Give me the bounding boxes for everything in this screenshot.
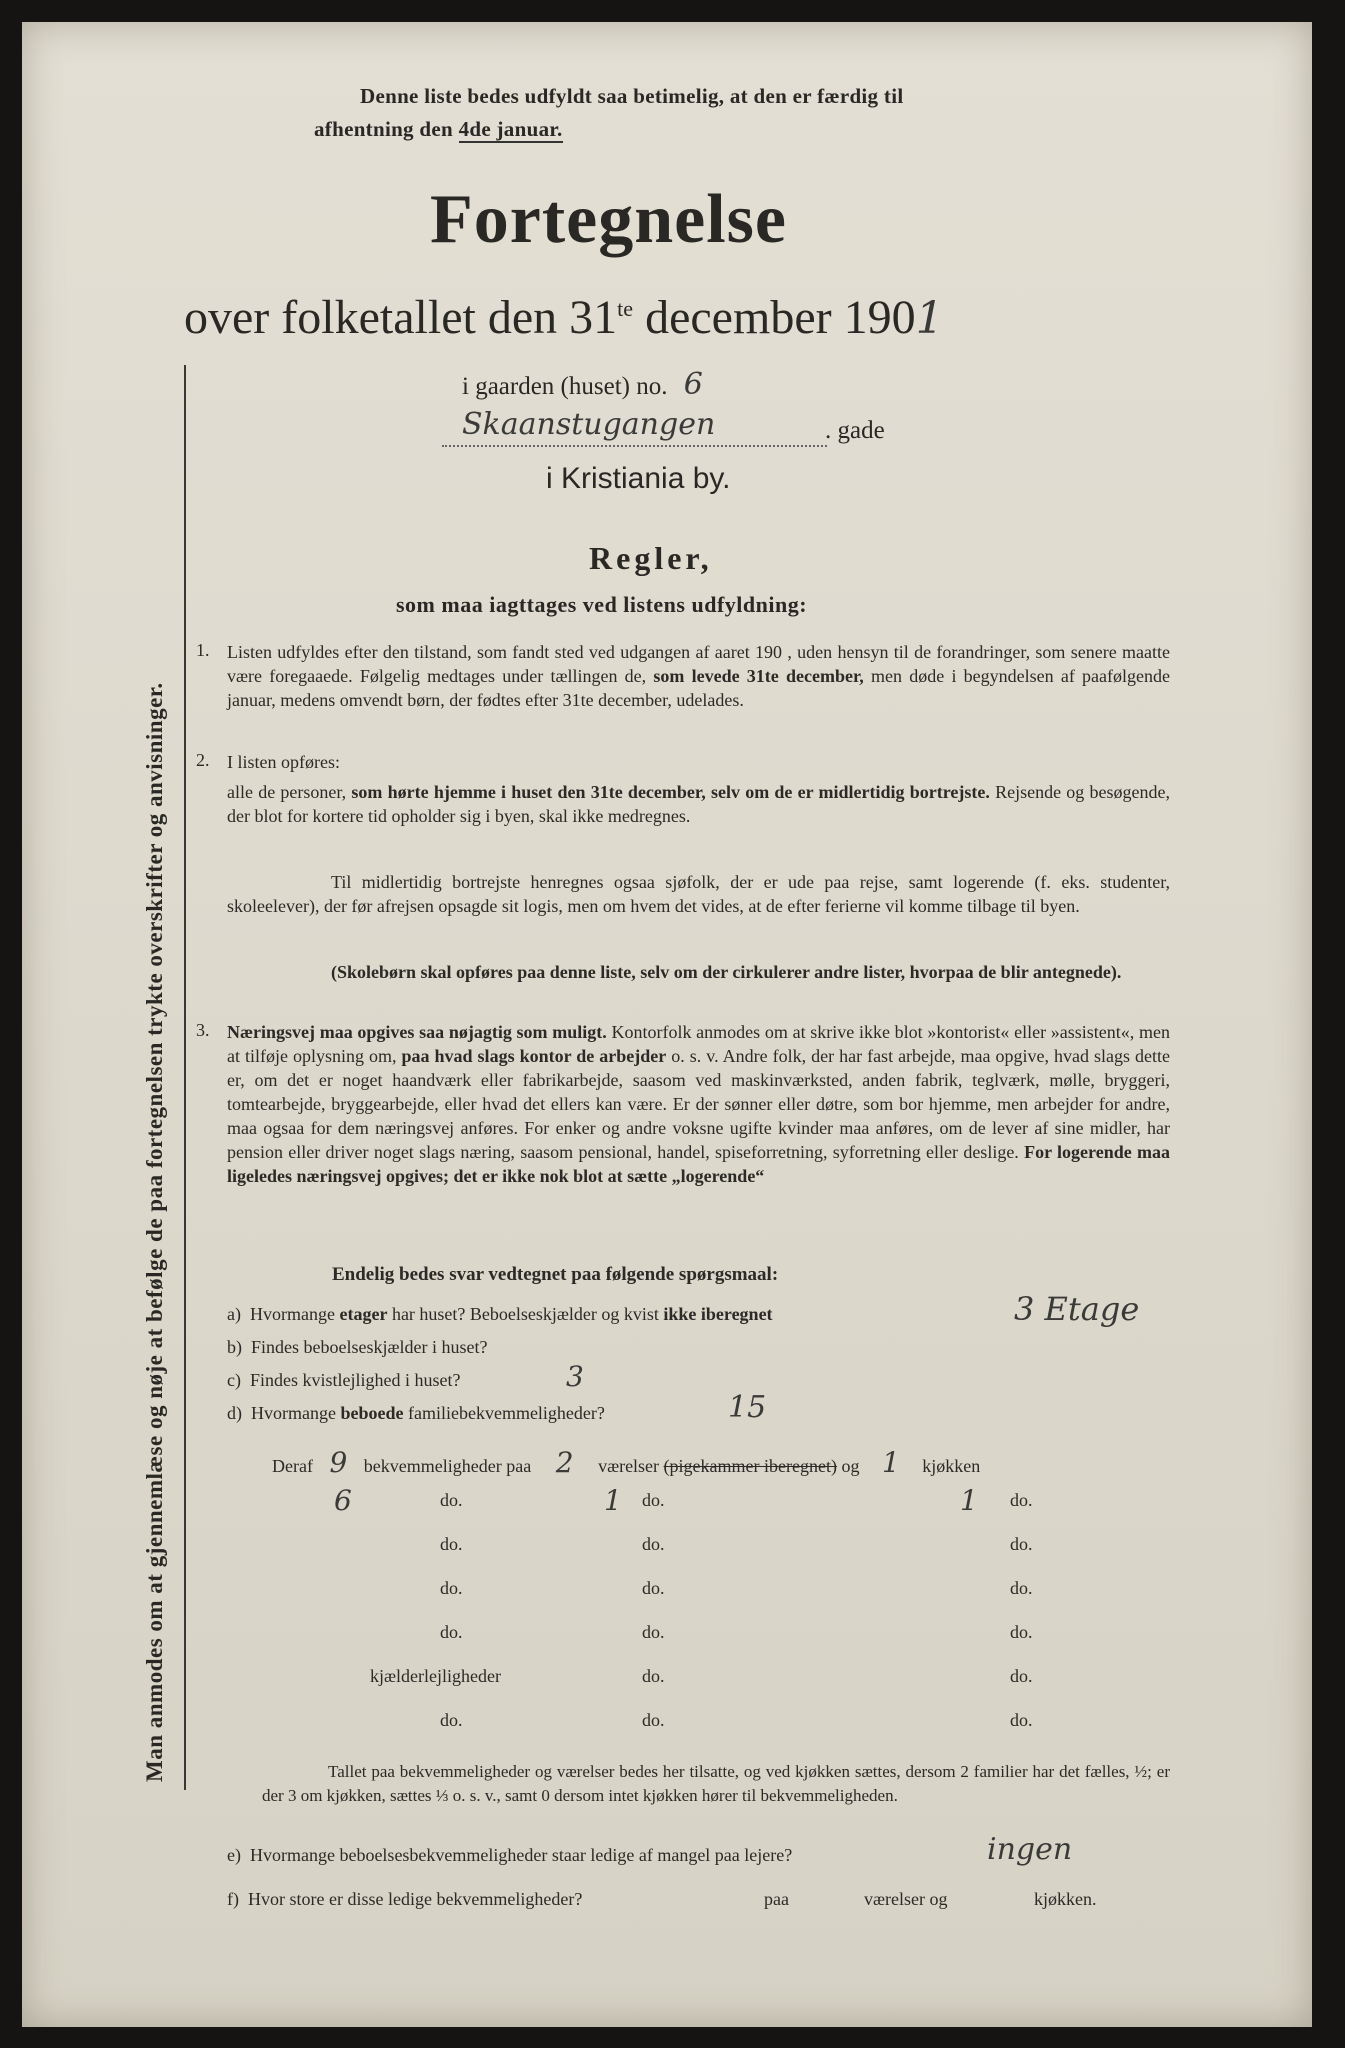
question-a-bold-2: ikke iberegnet [663,1304,773,1324]
city-line: i Kristiania by. [546,462,731,495]
question-a-text-2: har huset? Beboelseskjælder og kvist [387,1304,664,1324]
rule-1-part-a: Listen udfyldes efter den tilstand, som fandt sted ved udgangen af aaret 190 , uden hensyn til de forandringer, som senere maatte være foregaaede. Følgelig medtages under tællingen de, [227,642,1170,686]
rules-heading: Regler, [589,540,713,576]
row-2-do-3: do. [1010,1490,1033,1510]
page-title: Fortegnelse [430,181,787,258]
row-5-do-2: do. [642,1622,665,1642]
house-line [462,367,703,402]
row-3-do-1: do. [440,1534,463,1554]
question-d-text-1: Hvormange [251,1403,341,1423]
question-d-bold: beboede [340,1403,404,1423]
question-a [227,1304,773,1325]
row-2-do-2: do. [642,1490,665,1510]
sidebar-rule [184,365,186,1790]
rule-1-part-b: som levede 31te december, [653,666,864,686]
street-suffix: . gade [825,417,885,444]
row-4-do-2: do. [642,1578,665,1598]
row-6-kjaelder: kjælderlejligheder [370,1666,501,1686]
row-1-kitchen: 1 [881,1446,900,1479]
rule-1-text [227,640,1170,712]
rule-2-part-c: Rejsende og besøgende, der blot for kortere tid opholder sig i byen, skal ikke medregnes. [227,782,1170,826]
rule-2-part-b: som hørte hjemme i huset den 31te december, selv om de er midlertidig bortrejste. [351,782,990,802]
question-d-label: d) [227,1403,242,1423]
row-1-vaerelser-label: værelser [598,1456,660,1476]
question-c-text: Findes kvistlejlighed i huset? [249,1370,461,1390]
rule-2-part-a: alle de personer, [227,782,352,802]
question-b-label: b) [227,1337,242,1357]
row-6-do-3: do. [1010,1666,1033,1686]
row-2-do-1: do. [440,1490,463,1510]
question-f-vaerelser: værelser og [864,1889,948,1909]
street-field [442,407,827,447]
street-name-hand: Skaanstugangen [462,407,716,442]
question-b-text: Findes beboelseskjælder i huset? [251,1337,488,1357]
page-subtitle [184,290,944,345]
question-f-kjokken: kjøkken. [1034,1889,1097,1909]
rule-3-number: 3. [196,1020,210,1040]
row-2-rooms: 1 [604,1484,622,1517]
rule-3-part-d: o. s. v. Andre folk, der har fast arbejde, maa opgive, hvad slags dette er, om det er noget haandværk eller fabrikarbejde, saasom ved maskinværksted, anden fabrik, teglværk, mølle, bryggeri, tomtearbejde, bryggearbejde, eller hvad det ellers kan være. Er der sønner eller døtre, som bor hjemme, men arbejder for andre, maa ogsaa for dem næringsvej anføres. For enker og andre voksne ugifte kvinder maa anføres, om de lever af sine midler, har pension eller driver noget slags næring, saasom pensional, handel, spiseforretning, syforretning eller deslige. [227,1046,1170,1162]
subtitle-year: december 190 [645,291,916,344]
footnote: Tallet paa bekvemmeligheder og værelser bedes her tilsatte, og ved kjøkken sættes, dersom 2 familier har det fælles, ½; er der 3 om kjøkken, sættes ⅓ o. s. v., samt 0 dersom intet kjøkken hører til bekvemmeligheden. [262,1762,1170,1805]
sidebar-instruction: Man anmodes om at gjennemlæse og nøje at befølge de paa fortegnelsen trykte overskrifter og anvisninger. [142,682,167,1782]
notice-pickup-label: afhentning den [314,117,453,141]
row-1-kjokken-label: kjøkken [922,1456,981,1476]
rule-3-part-b: Kontorfolk anmodes om at skrive ikke blot »kontorist« eller »assistent«, men at tilføje oplysning om, [227,1022,1170,1066]
row-5-do-3: do. [1010,1622,1033,1642]
answer-c: 3 [566,1360,584,1393]
notice-pickup-date: 4de januar. [458,117,563,141]
rule-3-text [227,1020,1170,1188]
subtitle-text: over folketallet den 31 [184,291,618,344]
row-1-rooms: 2 [555,1446,574,1479]
question-b [227,1337,487,1358]
house-number: 6 [683,367,703,402]
row-4-do-3: do. [1010,1578,1033,1598]
question-d [227,1403,605,1424]
rule-2-text [227,780,1170,828]
rule-2-number: 2. [196,750,210,770]
question-e [227,1845,792,1866]
rule-1-number: 1. [196,640,210,660]
row-2-kitchen: 1 [960,1484,978,1517]
row-7-do-2: do. [642,1710,665,1730]
question-a-bold-1: etager [339,1304,388,1324]
answer-a: 3 Etage [1014,1290,1140,1328]
question-a-text-1: Hvormange [249,1304,340,1324]
row-1-struck-text: (pigekammer iberegnet) [663,1456,837,1476]
answer-e: ingen [987,1832,1073,1867]
questions-intro: Endelig bedes svar vedtegnet paa følgende spørgsmaal: [332,1264,779,1285]
rule-3-part-c: paa hvad slags kontor de arbejder [401,1046,667,1066]
row-7-do-3: do. [1010,1710,1033,1730]
notice-line-2 [314,117,563,142]
question-c-label: c) [227,1370,241,1390]
house-label: i gaarden (huset) no. [462,373,668,400]
question-c [227,1370,460,1391]
question-e-text: Hvormange beboelsesbekvemmeligheder staar ledige af mangel paa lejere? [249,1845,793,1865]
table-deraf: Deraf [272,1456,313,1476]
row-7-do-1: do. [440,1710,463,1730]
question-f-paa: paa [764,1889,789,1909]
question-f-label: f) [227,1889,239,1909]
question-f-text: Hvor store er disse ledige bekvemmeligheder? [248,1889,583,1909]
row-3-do-3: do. [1010,1534,1033,1554]
row-1-count: 9 [329,1446,348,1479]
answer-d: 15 [728,1390,767,1425]
row-2-count: 6 [334,1484,352,1517]
rule-1-part-c: men døde i begyndelsen af paafølgende januar, medens omvendt børn, der fødtes efter 31te december, udelades. [227,666,1170,710]
notice-line-1: Denne liste bedes udfyldt saa betimelig, at den er færdig til [360,84,904,108]
question-f [227,1889,582,1910]
subtitle-year-hand: 1 [915,293,944,344]
row-4-do-1: do. [440,1578,463,1598]
rules-subheading: som maa iagttages ved listens udfyldning: [396,592,808,617]
row-6-do-2: do. [642,1666,665,1686]
question-a-label: a) [227,1304,241,1324]
rule-2-paragraph-3: (Skolebørn skal opføres paa denne liste, selv om der cirkulerer andre lister, hvorpaa de blir antegnede). [331,962,1122,982]
rule-2-paragraph-2: Til midlertidig bortrejste henregnes ogsaa sjøfolk, der er ude paa rejse, samt logerende (f. eks. studenter, skoleelever), der før afrejsen opsagde sit logis, men om hvem det vides, at de efter ferierne vil komme tilbage til byen. [227,872,1170,916]
table-row-1 [272,1446,980,1479]
census-form-sheet [22,22,1312,2027]
row-1-og: og [841,1456,860,1476]
row-1-bekv-label: bekvemmeligheder paa [363,1456,532,1476]
rule-3-part-a: Næringsvej maa opgives saa nøjagtig som muligt. [227,1022,607,1042]
question-d-text-2: familiebekvemmeligheder? [403,1403,605,1423]
rule-2-intro: I listen opføres: [227,752,340,772]
row-3-do-2: do. [642,1534,665,1554]
rule-3-part-e: For logerende maa ligeledes næringsvej opgives; det er ikke nok blot at sætte „logerende“ [227,1142,1171,1186]
subtitle-sup: te [617,296,634,321]
question-e-label: e) [227,1845,241,1865]
row-5-do-1: do. [440,1622,463,1642]
